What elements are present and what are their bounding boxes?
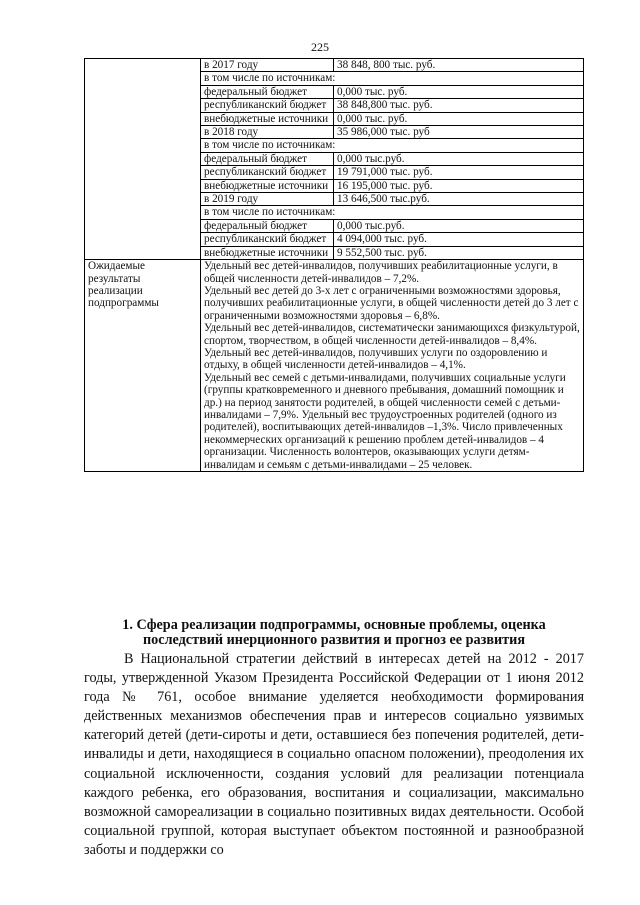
expected-results-label: Ожидаемые результаты реализации подпрограммы (85, 260, 201, 472)
source-cell: федеральный бюджет (201, 152, 334, 165)
amount-cell: 38 848,800 тыс. руб. (334, 99, 584, 112)
source-cell: внебюджетные источники (201, 112, 334, 125)
page-number: 225 (311, 40, 329, 54)
source-cell: федеральный бюджет (201, 219, 334, 232)
amount-cell: 0,000 тыс.руб. (334, 152, 584, 165)
source-cell: республиканский бюджет (201, 99, 334, 112)
expected-results-cell (201, 260, 584, 472)
passport-table (84, 58, 584, 472)
amount-cell: 9 552,500 тыс. руб. (334, 246, 584, 259)
result-paragraph: Удельный вес семей с детьми-инвалидами, получивших социальные услуги (группы кратковременного и дневного пребывания, домашний помощник и др.) на период занятости родителей, в общей численности семей с детьми-инвалидами – 7,9%. Удельный вес трудоустроенных родителей (одного из родителей), воспитывающих детей-инвалидов –1,3%. Число привлеченных некоммерческих организаций к решению проблем детей-инвалидов – 4 организации. Численность волонтеров, оказывающих услуги детям-инвалидам и семьям с детьми-инвалидами – 25 человек. (204, 371, 566, 471)
result-paragraph: Удельный вес детей до 3-х лет с ограниченными возможностями здоровья, получивших реабилитационные услуги, в общей численности детей до 3 лет с ограниченными возможностями здоровья – 6,8%. (204, 284, 579, 322)
sources-caption: в том числе по источникам: (201, 139, 584, 152)
sources-caption: в том числе по источникам: (201, 72, 584, 85)
source-cell: внебюджетные источники (201, 179, 334, 192)
amount-cell: 13 646,500 тыс.руб. (334, 193, 584, 206)
year-cell: в 2018 году (201, 126, 334, 139)
result-paragraph: Удельный вес детей-инвалидов, получивших реабилитационные услуги, в общей численности детей-инвалидов – 7,2%. (204, 260, 558, 285)
funding-row (85, 59, 584, 72)
amount-cell: 0,000 тыс. руб. (334, 85, 584, 98)
amount-cell: 38 848, 800 тыс. руб. (334, 59, 584, 72)
passport-table-body (85, 59, 584, 472)
body-paragraph: В Национальной стратегии действий в интересах детей на 2012 - 2017 годы, утвержденной Указом Президента Российской Федерации от 1 июня 2012 года № 761, особое внимание уделяется необходимости формирования действенных механизмов обеспечения прав и интересов социально уязвимых категорий детей (дети-сироты и дети, оставшиеся без попечения родителей, дети-инвалиды и дети, находящиеся в социально опасном положении), преодоления их социальной исключенности, создания условий для реализации потенциала каждого ребенка, его образования, воспитания и социализации, максимально возможной самореализации в социально позитивных видах деятельности. Особой социальной группой, которая выступает объектом постоянной и разнообразной заботы и поддержки со (84, 651, 584, 858)
year-cell: в 2017 году (201, 59, 334, 72)
amount-cell: 0,000 тыс.руб. (334, 219, 584, 232)
amount-cell: 16 195,000 тыс. руб. (334, 179, 584, 192)
section-heading: 1. Сфера реализации подпрограммы, основные проблемы, оценка последствий инерционного развития и прогноз ее развития (122, 617, 546, 649)
expected-results-row (85, 260, 584, 472)
source-cell: республиканский бюджет (201, 233, 334, 246)
amount-cell: 35 986,000 тыс. руб (334, 126, 584, 139)
funding-label-cell (85, 59, 201, 260)
sources-caption: в том числе по источникам: (201, 206, 584, 219)
source-cell: федеральный бюджет (201, 85, 334, 98)
amount-cell: 0,000 тыс. руб. (334, 112, 584, 125)
result-paragraph: Удельный вес детей-инвалидов, систематически занимающихся физкультурой, спортом, творчеством, в общей численности детей-инвалидов – 8,4%. Удельный вес детей-инвалидов, получивших услуги по оздоровлению и отдыху, в общей численности детей-инвалидов – 4,1%. (204, 322, 580, 372)
year-cell: в 2019 году (201, 193, 334, 206)
source-cell: республиканский бюджет (201, 166, 334, 179)
source-cell: внебюджетные источники (201, 246, 334, 259)
amount-cell: 19 791,000 тыс. руб. (334, 166, 584, 179)
amount-cell: 4 094,000 тыс. руб. (334, 233, 584, 246)
